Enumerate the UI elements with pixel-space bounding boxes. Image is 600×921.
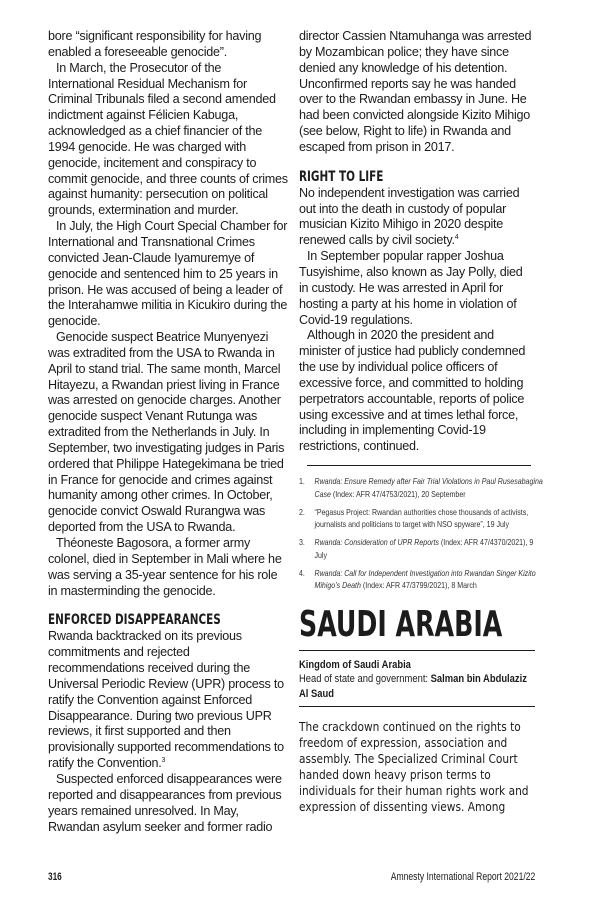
footnote-number: 2. [299,507,305,517]
page-number: 316 [48,871,62,883]
left-column [48,29,289,835]
country-title: SAUDI ARABIA [299,603,503,645]
footnote-number: 4. [299,568,305,578]
paragraph: Théoneste Bagosora, a former army colonel, died in September in Mali where he was serving a 35-year sentence for his role in masterminding the genocide. [48,536,282,598]
footnote-text: (Index: AFR 47/4370/2021), 9 July [314,538,534,560]
paragraph: Suspected enforced disappearances were reported and disappearances from previous years remained unresolved. In May, Rwandan asylum seeker and former radio [48,771,282,834]
official-name: Kingdom of Saudi Arabia [299,658,411,671]
footnote-number: 3. [299,538,305,548]
paragraph-text: No independent investigation was carried out into the death in custody of popular musician Kizito Mihigo in 2020 despite renewed calls by civil society. [299,185,520,248]
head-of-state-label: Head of state and government: [299,673,431,686]
paragraph [299,186,535,249]
section-heading-enforced-disappearances: ENFORCED DISAPPEARANCES [48,612,221,629]
section-heading-right-to-life: RIGHT TO LIFE [299,168,384,185]
paragraph [48,629,289,772]
country-meta-divider [299,706,535,707]
footnote-item [299,537,547,562]
footnotes-list [299,476,543,593]
paragraph: In September popular rapper Joshua Tusyishime, also known as Jay Polly, died in custody. He was arrested in April for hosting a party at his home in violation of Covid-19 regulations. [299,249,523,327]
footnote-text: “Pegasus Project: Rwandan authorities chose thousands of activists, journalists and politicians to target with NSO spyware”, 19 July [314,507,529,530]
footnote-ref[interactable]: 3 [161,757,166,765]
footnote-number: 1. [299,477,305,487]
paragraph: bore “significant responsibility for having enabled a foreseeable genocide”. [48,29,262,59]
footnote-item [299,568,547,593]
footnote-title[interactable]: Rwanda: Call for Independent Investigation into Rwandan Singer Kizito Mihigo’s Death [314,568,536,591]
footnotes-divider [307,465,531,466]
country-title-divider [299,650,535,651]
footnote-item [299,476,547,501]
footnote-ref[interactable]: 4 [454,234,459,242]
country-summary: The crackdown continued on the rights to freedom of expression, association and assembly. The Specialized Criminal Court handed down heavy prison terms to individuals for their human rights work and expression of dissenting views. Among [299,720,529,814]
paragraph: director Cassien Ntamuhanga was arrested by Mozambican police; they have since denied any knowledge of his detention. Unconfirmed reports say he was handed over to the Rwandan embassy in June. He had been convicted alongside Kizito Mihigo (see below, Right to life) in Rwanda and escaped from prison in 2017. [299,29,532,154]
head-of-state-value: Salman bin Abdulaziz Al Saud [299,673,527,700]
right-column [299,29,543,816]
paragraph-text: Rwanda backtracked on its previous commitments and rejected recommendations received during the Universal Periodic Review (UPR) process to ratify the Convention against Enforced Disappearance. During two previous UPR reviews, it first supported and then provisionally supported recommendations to ratify the Convention. [48,629,284,771]
country-meta [299,658,534,702]
footnote-title[interactable]: Rwanda: Ensure Remedy after Fair Trial Violations in Paul Rusesabagina Case [314,477,543,499]
footnote-item [299,507,547,532]
paragraph: In July, the High Court Special Chamber for International and Transnational Crimes convicted Jean-Claude Iyamuremye of genocide and sentenced him to 25 years in prison. He was accused of being a leader of the Interahamwe militia in Kicukiro during the genocide. [48,219,288,329]
paragraph: Although in 2020 the president and minister of justice had publicly condemned the use by individual police officers of excessive force, and committed to holding perpetrators accountable, reports of police using excessive and at times lethal force, including in implementing Covid-19 restrictions, continued. [299,328,526,454]
paragraph: In March, the Prosecutor of the International Residual Mechanism for Criminal Tribunals filed a second amended indictment against Félicien Kabuga, acknowledged as a chief financier of the 1994 genocide. He was charged with genocide, incitement and conspiracy to commit genocide, and three counts of crimes against humanity: persecution on political grounds, extermination and murder. [48,60,288,218]
publication-title: Amnesty International Report 2021/22 [390,871,535,883]
footnote-title[interactable]: Rwanda: Consideration of UPR Reports [314,538,439,548]
footnote-text: (Index: AFR 47/4753/2021), 20 September [330,489,466,499]
paragraph: Genocide suspect Beatrice Munyenyezi was extradited from the USA to Rwanda in April to stand trial. The same month, Marcel Hitayezu, a Rwandan priest living in France was arrested on genocide charges. Another genocide suspect Venant Rutunga was extradited from the Netherlands in July. In September, two investigating judges in Paris ordered that Philippe Hategekimana be tried in France for genocide and crimes against humanity among other crimes. In October, genocide convict Oswald Rurangwa was deported from the USA to Rwanda. [48,330,285,535]
footnote-text: (Index: AFR 47/3799/2021), 8 March [360,581,477,591]
